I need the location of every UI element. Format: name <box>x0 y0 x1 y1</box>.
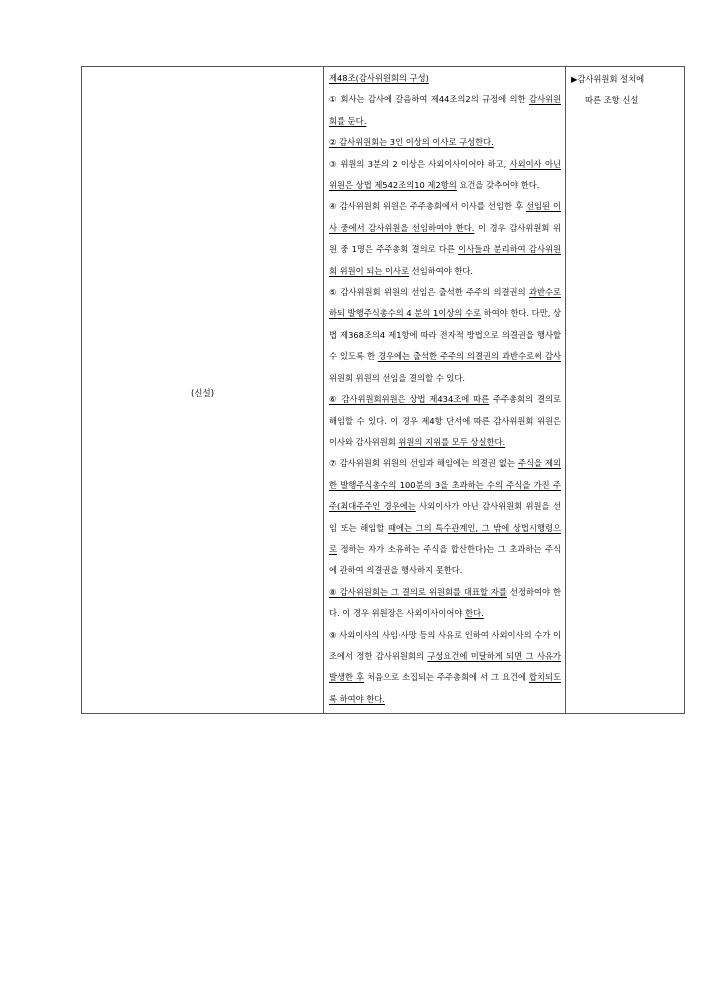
article-paragraphs <box>329 89 561 710</box>
article-paragraph <box>329 582 561 625</box>
article-paragraph <box>329 389 561 453</box>
amendment-table <box>81 66 685 714</box>
paragraph-text: ④ 감사위원회 위원은 주주총회에서 이사를 선임한 후 <box>329 201 526 212</box>
note-line-2: 따른 조항 신설 <box>585 95 639 106</box>
after-column-cell <box>324 67 566 714</box>
article-paragraph <box>329 453 561 581</box>
paragraph-text: 하여야 한다. 다만, 상법 제368조의4 제1항에 따라 전자적 방법으로 의결권을 행사할 수 있도록 한 <box>329 308 562 362</box>
paragraph-text: 주주총회의 결의로 해임할 수 있다. 이 경우 제4항 단서에 따른 감사위원회 위원은 이사와 감사위원회 <box>329 394 561 447</box>
underlined-text: 구성요건에 미달하게 되면 그 사유가 발생한 후 <box>329 650 561 683</box>
paragraph-text: 선임하여야 한다. <box>409 265 474 276</box>
paragraph-text: 요건을 갖추어야 한다. <box>456 180 540 191</box>
paragraph-text: ① 회사는 감사에 갈음하여 제44조의2의 규정에 의한 <box>329 94 529 105</box>
article-paragraph <box>329 89 561 132</box>
paragraph-text: 위원회 위원의 선임을 결의할 수 있다. <box>329 372 466 383</box>
underlined-text: 때에는 그의 특수관계인, 그 밖에 상법시행령으로 <box>329 522 561 554</box>
underlined-text: 사외이사 아닌 위원은 상법 제542조의10 제2항의 <box>329 158 561 191</box>
before-column-cell <box>82 67 324 714</box>
after-article <box>324 67 565 713</box>
article-paragraph <box>329 196 561 282</box>
paragraph-text: 선정하여야 한다. 이 경우 위원장은 사외이사이어야 <box>329 586 562 619</box>
paragraph-text: ③ 위원의 3분의 2 이상은 사외이사이어야 하고, <box>329 158 510 169</box>
paragraph-text: ⑨ 사외이사의 사임·사망 등의 사유로 인하여 사외이사의 수가 이 조에서 정한 감사위원회의 <box>329 629 561 661</box>
article-title: 제48조(감사위원회의 구성) <box>329 73 429 83</box>
underlined-text: 선임된 이사 중에서 감사위원을 선임하여야 한다. <box>329 201 561 233</box>
paragraph-text: ⑤ 감사위원회 위원의 선임은 출석한 주주의 의결권의 <box>329 287 529 298</box>
article-paragraph <box>329 154 561 197</box>
paragraph-text: 이 경우 감사위원회 위원 중 1명은 주주총회 결의로 다른 <box>329 222 561 255</box>
underlined-text: 한다. <box>465 608 484 619</box>
article-paragraph <box>329 625 561 711</box>
note-text <box>566 67 684 112</box>
paragraph-text: 정하는 자가 소유하는 주식을 합산한다)는 그 초과하는 주식에 관하여 의결권을 행사하지 못한다. <box>329 543 561 576</box>
underlined-text: 감사위원회를 둔다. <box>329 94 561 126</box>
underlined-text: 합치되도록 하여야 한다. <box>329 672 561 704</box>
underlined-text: 위원의 지위를 모두 상실한다. <box>398 436 506 447</box>
note-line-1: ▶감사위원회 설치에 <box>571 74 645 84</box>
underlined-text: 경우에는 출석한 주주의 의결권의 과반수로써 감사 <box>377 351 561 362</box>
note-column-cell <box>566 67 685 714</box>
underlined-text: 과반수로 하되 발행주식총수의 4 분의 1이상의 수로 <box>329 287 561 319</box>
paragraph-text: ⑦ 감사위원회 위원의 선임과 해임에는 의결권 없는 <box>329 458 518 469</box>
before-text: (신설) <box>190 388 215 399</box>
underlined-text: ⑧ 감사위원회는 그 결의로 위원회를 대표할 자를 <box>329 586 507 597</box>
paragraph-text: 사외이사가 아닌 감사위원회 위원을 선임 또는 해임할 <box>329 501 561 533</box>
article-paragraph <box>329 132 561 153</box>
article-paragraph <box>329 282 561 389</box>
paragraph-text: 처음으로 소집되는 주주총회에 서 그 요건에 <box>364 672 529 683</box>
underlined-text: ② 감사위원회는 3인 이상의 이사로 구성한다. <box>329 137 494 148</box>
table-row <box>82 67 685 714</box>
underlined-text: 이사들과 분리하여 감사위원회 위원이 되는 이사로 <box>329 244 561 276</box>
underlined-text: 주식을 제외한 발행주식총수의 100분의 3을 초과하는 수의 주식을 가진 주주(최대주주인 경우에는 <box>329 458 561 512</box>
underlined-text: ⑥ 감사위원회위원은 상법 제434조에 따른 <box>329 394 490 405</box>
